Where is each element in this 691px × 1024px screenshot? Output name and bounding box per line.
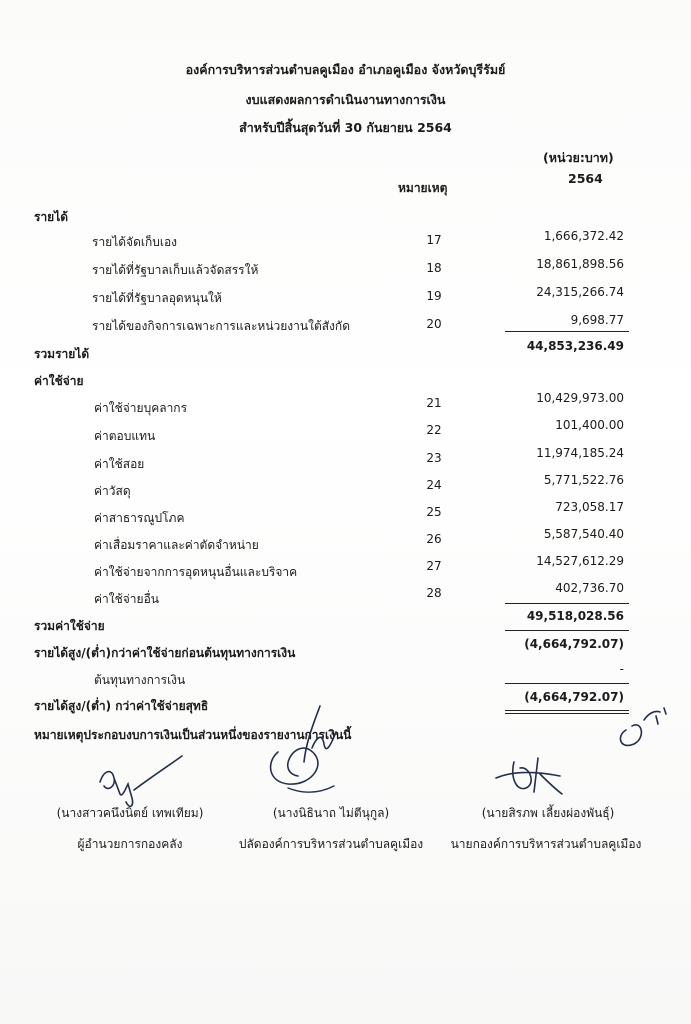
revenue-row-amount: 24,315,266.74 <box>536 285 624 299</box>
expense-row-label: ค่าสาธารณูปโภค <box>94 511 185 525</box>
finance-cost-label: ต้นทุนทางการเงิน <box>94 673 186 687</box>
revenue-total-label: รวมรายได้ <box>34 347 90 361</box>
expense-row-amount: 14,527,612.29 <box>536 554 624 568</box>
expense-row-label: ค่าใช้จ่ายอื่น <box>94 592 159 606</box>
net-result-amount: (4,664,792.07) <box>524 690 624 704</box>
revenue-row-label: รายได้ที่รัฐบาลอุดหนุนให้ <box>92 291 222 305</box>
initials-mark <box>612 700 672 755</box>
before-finance-amount: (4,664,792.07) <box>524 637 624 651</box>
revenue-row-amount: 1,666,372.42 <box>543 229 624 243</box>
expense-row-note: 27 <box>426 559 442 573</box>
revenue-row-note: 19 <box>426 289 442 303</box>
revenue-row-label: รายได้ของกิจการเฉพาะการและหน่วยงานใต้สังกัด <box>92 319 350 333</box>
expense-row-label: ค่าใช้สอย <box>94 457 145 471</box>
expense-row-note: 24 <box>426 478 442 492</box>
org-title: องค์การบริหารส่วนตำบลคูเมือง อำเภอคูเมือง จังหวัดบุรีรัมย์ <box>185 62 506 77</box>
revenue-row-amount: 9,698.77 <box>570 313 624 327</box>
signatory-position: ปลัดองค์การบริหารส่วนตำบลคูเมือง <box>238 837 424 851</box>
expense-row-note: 25 <box>426 505 442 519</box>
expense-row-amount: 101,400.00 <box>555 418 624 432</box>
expense-row-label: ค่าวัสดุ <box>94 484 131 498</box>
revenue-row-note: 17 <box>426 233 442 247</box>
statement-period: สำหรับปีสิ้นสุดวันที่ 30 กันยายน 2564 <box>239 120 452 135</box>
expense-row-amount: 402,736.70 <box>555 581 624 595</box>
expense-row-note: 21 <box>426 396 442 410</box>
signature-3 <box>490 752 570 802</box>
footnote: หมายเหตุประกอบงบการเงินเป็นส่วนหนึ่งของรายงานการเงินนี้ <box>34 728 352 742</box>
signatory-position: นายกองค์การบริหารส่วนตำบลคูเมือง <box>450 837 642 851</box>
signature-2 <box>258 702 348 802</box>
double-rule <box>505 713 629 714</box>
expense-row-note: 26 <box>426 532 442 546</box>
revenue-row-note: 18 <box>426 261 442 275</box>
expense-row-amount: 10,429,973.00 <box>536 391 624 405</box>
signatory-name: (นางนิธินาถ ไม่ตีนุกูล) <box>272 806 390 820</box>
statement-title: งบแสดงผลการดำเนินงานทางการเงิน <box>245 92 446 107</box>
subtotal-rule <box>505 630 629 631</box>
subtotal-rule <box>505 603 629 604</box>
signatory-name: (นายสิรภพ เลี้ยงผ่องพันธุ์) <box>481 806 615 820</box>
signatory-name: (นางสาวคนึงนิตย์ เทพเทียม) <box>56 806 204 820</box>
finance-cost-amount: - <box>619 662 624 676</box>
expense-row-note: 28 <box>426 586 442 600</box>
expense-row-note: 22 <box>426 423 442 437</box>
note-header: หมายเหตุ <box>398 181 448 195</box>
year-header: 2564 <box>568 171 603 186</box>
expenses-total-label: รวมค่าใช้จ่าย <box>34 619 105 633</box>
unit-label: (หน่วย:บาท) <box>543 150 614 165</box>
expense-row-label: ค่าใช้จ่ายบุคลากร <box>94 401 188 415</box>
subtotal-rule <box>505 331 629 332</box>
expenses-total-amount: 49,518,028.56 <box>526 609 624 623</box>
subtotal-rule <box>505 683 629 684</box>
revenue-row-label: รายได้จัดเก็บเอง <box>92 235 178 249</box>
signature-1 <box>90 752 190 812</box>
expense-row-label: ค่าเสื่อมราคาและค่าตัดจำหน่าย <box>94 538 259 552</box>
revenue-row-label: รายได้ที่รัฐบาลเก็บแล้วจัดสรรให้ <box>92 263 259 277</box>
expense-row-amount: 723,058.17 <box>555 500 624 514</box>
expense-row-label: ค่าตอบแทน <box>94 429 156 443</box>
net-result-label: รายได้สูง/(ต่ำ) กว่าค่าใช้จ่ายสุทธิ <box>34 699 209 713</box>
expense-row-label: ค่าใช้จ่ายจากการอุดหนุนอื่นและบริจาค <box>94 565 298 579</box>
expense-row-amount: 5,771,522.76 <box>543 473 624 487</box>
expense-row-amount: 5,587,540.40 <box>543 527 624 541</box>
revenue-row-amount: 18,861,898.56 <box>536 257 624 271</box>
revenue-row-note: 20 <box>426 317 442 331</box>
expenses-heading: ค่าใช้จ่าย <box>34 374 84 388</box>
signatory-position: ผู้อำนวยการกองคลัง <box>77 837 183 851</box>
before-finance-label: รายได้สูง/(ต่ำ)กว่าค่าใช้จ่ายก่อนต้นทุนทางการเงิน <box>34 646 296 660</box>
revenue-heading: รายได้ <box>34 210 69 224</box>
expense-row-amount: 11,974,185.24 <box>536 446 624 460</box>
expense-row-note: 23 <box>426 451 442 465</box>
double-rule <box>505 710 629 711</box>
revenue-total-amount: 44,853,236.49 <box>526 339 624 353</box>
